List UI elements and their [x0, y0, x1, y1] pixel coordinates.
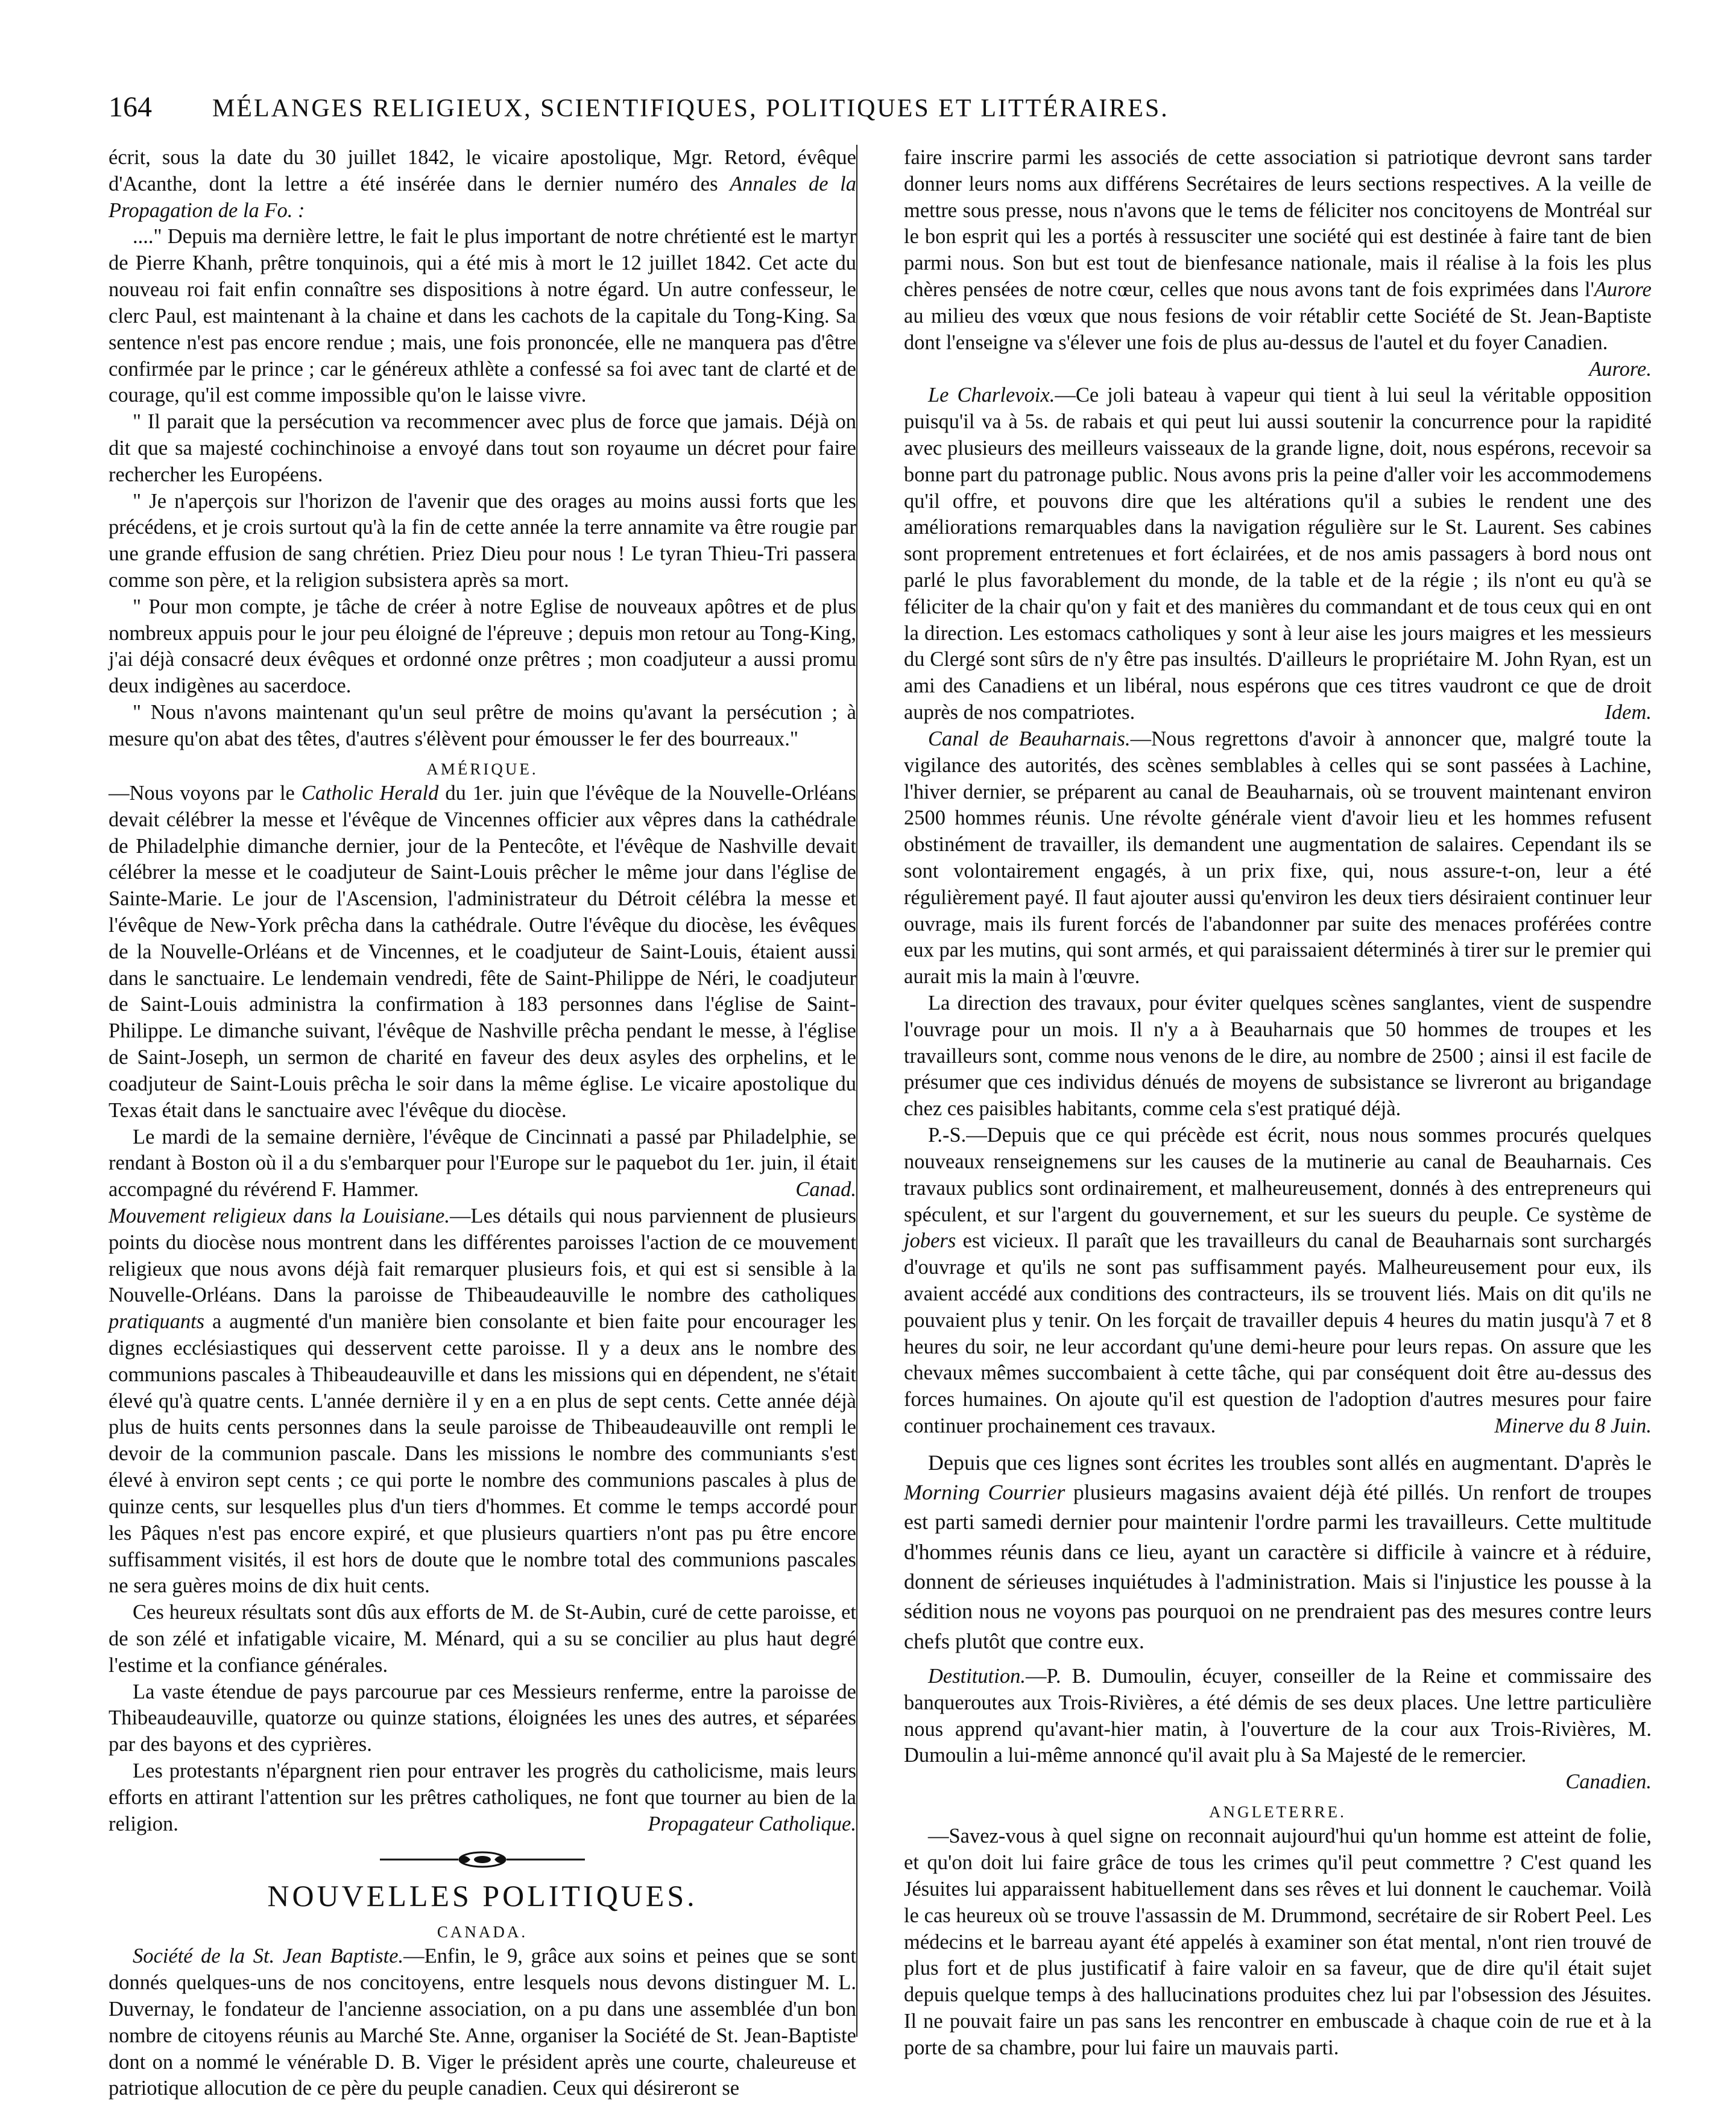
text: —Nous regrettons d'avoir à annoncer que, malgré toute la vigilance des autorités, des scènes semblables à celles qui se sont passées à Lachine, l'hiver dernier, se préparent au canal de Beauharnais, où se trouvent maintenant environ 2500 hommes réunis. Une révolte générale vient d'avoir lieu et les hommes refusent obstinément de travailler, ils demandent une augmentation de salaires. Cependant ils se sont volontairement engagés, à un prix fixe, qui, nous assure-t-on, leur a été régulièrement payé. Il faut ajouter aussi qu'environ les deux tiers désiraient continuer leur ouvrage, mais ils furent forcés de l'abandonner par suite des menaces proférées contre eux par les mutins, qui sont armés, et qui paraissaient déterminés à tirer sur le premier qui aurait mis la main à l'œuvre.	[904, 727, 1652, 989]
paragraph: La vaste étendue de pays parcourue par ces Messieurs renferme, entre la paroisse de Thibeaudeauville, quatorze ou quinze stations, éloignées les unes des autres, et séparées par des bayons et des cyprières.	[109, 1680, 856, 1756]
attribution: Canadien.	[1565, 1770, 1652, 1794]
italic-text: Morning Courrier	[904, 1480, 1065, 1505]
text: —Les détails qui nous parviennent de plusieurs points du diocèse nous montrent dans les différentes paroisses l'action de ce mouvement religieux que nous avons déjà fait remarquer plusieurs fois, et qui est si sensible à la Nouvelle-Orléans. Dans la paroisse de Thibeaudeauville le nombre des catholiques	[109, 1204, 856, 1307]
text: —Enfin, le 9, grâce aux soins et peines que se sont donnés quelques-uns de nos concitoyens, entre lesquels nous devons distinguer M. L. Duvernay, le fondateur de l'ancienne association, on a pu dans une assemblée d'un bon nombre de citoyens réunis au Marché Ste. Anne, organiser la Société de St. Jean-Baptiste dont on a nommé le vénérable D. B. Viger le président après une courte, chaleureuse et patriotique allocution de ce père du peuple canadien. Ceux qui désireront se	[109, 1945, 856, 2100]
attribution: Idem.	[1605, 701, 1652, 724]
text: Le mardi de la semaine dernière, l'évêque de Cincinnati a passé par Philadelphie, se rendant à Boston où il a du s'embarquer pour l'Europe sur le paquebot du 1er. juin, il était accompagné du révérend F. Hammer.	[109, 1125, 856, 1201]
right-column	[904, 145, 1652, 2059]
paragraph	[109, 780, 856, 1124]
paragraph	[109, 1758, 856, 1837]
text: —Ce joli bateau à vapeur qui tient à lui seul la véritable opposition puisqu'il va à 5s. de rabais et qui peut lui aussi soutenir la concurrence pour la rapidité avec plusieurs des meilleurs vaisseaux de la grande ligne, doit, nous espérons, recevoir sa bonne part du patronage public. Nous avons pris la peine d'aller voir les accommodemens qu'il offre, et pouvons dire que les altérations qu'il a subies le rendent une des améliorations remarquables dans la navigation régulière sur le St. Laurent. Ses cabines sont proprement entretenues et fort éclairées, et de nos amis passagers à bord nous ont parlé le plus favorablement du monde, de la table et de la régie ; ils n'ont eu qu'à se féliciter de la chair qu'on y fait et des manières du commandant et de tous ceux qui en ont la direction. Les estomacs catholiques y sont à leur aise les jours maigres et les messieurs du Clergé sont sûrs de n'y être pas insultés. D'ailleurs le propriétaire M. John Ryan, est un ami des Canadiens et un libéral, nous espérons que ces titres vaudront ce que de droit auprès de nos compatriotes.	[904, 384, 1652, 724]
text: du 1er. juin que l'évêque de la Nouvelle-Orléans devait célébrer la messe et l'évêque de Vincennes officier aux vêpres dans la cathédrale de Philadelphie dimanche dernier, jour de la Pentecôte, et l'évêque de Nashville devait célébrer la messe et le coadjuteur de Saint-Louis prêcher le même jour dans l'église de Sainte-Marie. Le jour de l'Ascension, l'administrateur du Détroit célébra la messe et l'évêque de New-York prêcha dans la cathédrale. Outre l'évêque du diocèse, les évêques de la Nouvelle-Orléans et de Vincennes, et le coadjuteur de Saint-Louis, étaient aussi dans le sanctuaire. Le lendemain vendredi, fête de Saint-Philippe de Néri, le coadjuteur de Saint-Louis administra la confirmation à 183 personnes dans l'église de Saint-Philippe. Le dimanche suivant, l'évêque de Nashville prêcha pendant le messe, à l'église de Saint-Joseph, un sermon de charité en faveur des deux asyles des orphelins, et le coadjuteur de Saint-Louis prêcha le soir dans la même église. Le vicaire apostolique du Texas était dans le sanctuaire avec l'évêque du diocèse.	[109, 781, 857, 1122]
paragraph	[904, 145, 1652, 382]
page-number: 164	[109, 91, 152, 123]
attribution: Aurore.	[1589, 357, 1652, 381]
attribution: Canad.	[795, 1178, 856, 1201]
italic-text: Destitution.	[928, 1665, 1026, 1688]
text: a augmenté d'un manière bien consolante et bien faite pour encourager les dignes ecclésiastiques qui desservent cette paroisse. Il y a deux ans le nombre des communions pascales à Thibeaudeauville et dans les missions qui en dépendent, ne s'était élevé qu'à quatre cents. L'année dernière il y en a en plus de sept cents. Cette année déjà plus de huits cents personnes dans la seule paroisse de Thibeaudeauville ont rempli le devoir de la communion pascale. Dans les missions le nombre des communiants s'est élevé à environ sept cents ; ce qui porte le nombre des communions pascales à plus de quinze cents, sur lesquelles plus d'un tiers d'hommes. Et comme le temps accordé pour les Pâques n'est pas encore expiré, et que plusieurs quartiers n'ont pas pu être encore suffisamment visités, il est hors de doute que le nombre total des communions pascales ne sera guères moins de dix huit cents.	[109, 1310, 857, 1598]
section-heading-angleterre: ANGLETERRE.	[1209, 1803, 1346, 1822]
paragraph	[904, 1448, 1652, 1656]
italic-text: pratiquants	[109, 1310, 205, 1334]
text: P.-S.—Depuis que ce qui précède est écrit, nous nous sommes procurés quelques nouveaux renseignemens sur les causes de la mutinerie au canal de Beauharnais. Ces travaux publics sont ordinairement, et malheureusement, donnés à des entrepreneurs qui spéculent, et sur l'argent du gouvernement, et sur les sueurs du peuple. Ce système de	[904, 1124, 1652, 1226]
paragraph: " Je n'aperçois sur l'horizon de l'avenir que des orages au moins aussi forts que les précédens, et je crois surtout qu'à la fin de cette année la terre annamite va être rougie par une grande effusion de sang chrétien. Priez Dieu pour nous ! Le tyran Thieu-Tri passera comme son père, et la religion subsistera après sa mort.	[109, 489, 856, 592]
italic-text: Annales de la Propagation de la Fo. :	[109, 172, 857, 222]
paragraph: " Nous n'avons maintenant qu'un seul prêtre de moins qu'avant la persécution ; à mesure qu'on abat des têtes, d'autres s'élèvent pour émousser le fer des bourreaux."	[109, 701, 856, 750]
paragraph	[904, 726, 1652, 990]
text: plusieurs magasins avaient déjà été pillés. Un renfort de troupes est parti samedi dernier pour maintenir l'ordre parmi les travailleurs. Cette multitude d'hommes réunis dans ce lieu, ayant un caractère si difficile à vaincre et à réduire, donnent de sérieuses inquiétudes à l'administration. Mais si l'injustice les pousse à la sédition nous ne voyons pas pourquoi on ne prendraient pas des mesures contre leurs chefs plutôt que contre eux.	[904, 1480, 1652, 1653]
italic-text: Canal de Beauharnais.	[928, 727, 1131, 750]
italic-text: Mouvement religieux dans la Louisiane.	[109, 1204, 450, 1227]
paragraph	[904, 1122, 1652, 1440]
italic-text: Le Charlevoix.	[928, 384, 1055, 407]
paragraph	[904, 382, 1652, 726]
paragraph	[109, 1943, 856, 2102]
text: Depuis que ces lignes sont écrites les troubles sont allés en augmentant. D'après le	[928, 1450, 1652, 1475]
paragraph: " Pour mon compte, je tâche de créer à notre Eglise de nouveaux apôtres et de plus nombreux appuis pour le jour peu éloigné de l'épreuve ; depuis mon retour au Tong-King, j'ai déjà consacré deux évêques et ordonné onze prêtres ; mon coadjuteur a aussi promu deux indigènes au sacerdoce.	[109, 595, 856, 698]
paragraph: ...." Depuis ma dernière lettre, le fait le plus important de notre chrétienté est le martyr de Pierre Khanh, prêtre tonquinois, qui a été mis à mort le 12 juillet 1842. Cet acte du nouveau roi fait enfin connaître ses dispositions à notre égard. Un autre confesseur, le clerc Paul, est maintenant à la chaine et dans les cachots de la capitale du Tong-King. Sa sentence n'est pas encore rendue ; mais, une fois prononcée, elle ne manquera pas d'être confirmée par le prince ; car le généreux athlète a confessé sa foi avec tant de clarté et de courage, qu'il est comme impossible qu'on le laisse vivre.	[109, 225, 856, 407]
paragraph	[109, 1203, 856, 1600]
attribution: Propagateur Catholique.	[648, 1812, 856, 1835]
paragraph	[109, 1124, 856, 1203]
paragraph: La direction des travaux, pour éviter quelques scènes sanglantes, vient de suspendre l'ouvrage pour un mois. Il n'y a à Beauharnais que 50 hommes de troupes et les travailleurs sont, comme nous venons de le dire, au nombre de 2500 ; ainsi il est facile de présumer que ces individus dénués de moyens de subsistance se livreront au brigandage chez ces paisibles habitants, comme cela s'est pratiqué déjà.	[904, 992, 1652, 1121]
ornament-icon	[374, 1849, 591, 1870]
section-heading-nouvelles-politiques: NOUVELLES POLITIQUES.	[267, 1879, 698, 1913]
text: —Nous voyons par le	[109, 781, 295, 805]
section-heading-canada: CANADA.	[437, 1922, 528, 1941]
italic-text: Catholic Herald	[301, 781, 439, 805]
attribution: Minerve du 8 Juin.	[1494, 1414, 1652, 1437]
paragraph: —Savez-vous à quel signe on reconnait aujourd'hui qu'un homme est atteint de folie, et qu'on doit lui faire grâce de tous les crimes qu'il peut commettre ? C'est quand les Jésuites lui apparaissent habituellement dans ses rêves et lui donnent le cauchemar. Voilà le cas heureux où se trouve l'assassin de M. Drummond, secrétaire de sir Robert Peel. Les médecins et le barreau ayant été appelés à examiner son état mental, n'ont rien trouvé de plus fort et de plus justificatif à faire valoir en sa faveur, que de dire qu'il était sujet depuis quelque temps à des hallucinations produites chez lui par l'obsession des Jésuites. Il ne pouvait faire un pas sans les rencontrer en embuscade à chaque coin de rue et à la porte de sa chambre, pour lui faire un mauvais parti.	[904, 1825, 1652, 2059]
section-heading-amerique: AMÉRIQUE.	[426, 759, 538, 778]
text-columns	[109, 145, 1652, 2100]
paragraph: Ces heureux résultats sont dûs aux efforts de M. de St-Aubin, curé de cette paroisse, et de son zélé et infatigable vicaire, M. Ménard, qui a su se concilier au plus haut degré l'estime et la confiance générales.	[109, 1601, 856, 1677]
text: —P. B. Dumoulin, écuyer, conseiller de la Reine et commissaire des banqueroutes aux Trois-Rivières, a été démis de ses deux places. Une lettre particulière nous apprend qu'avant-hier matin, à l'ouverture de la cour aux Trois-Rivières, M. Dumoulin a lui-même annoncé qu'il avait plu à Sa Majesté de le remercier.	[904, 1665, 1652, 1767]
text: au milieu des vœux que nous fesions de voir rétablir cette Société de St. Jean-Baptiste dont l'enseigne va s'élever une fois de plus au-dessus de l'autel et du foyer Canadien.	[904, 304, 1652, 354]
text: écrit, sous la date du 30 juillet 1842, le vicaire apostolique, Mgr. Retord, évêque d'Acanthe, dont la lettre a été insérée dans le dernier numéro des	[109, 146, 856, 195]
text: faire inscrire parmi les associés de cette association si patriotique devront sans tarder donner leurs noms aux différens Secrétaires de leurs sections respectives. A la veille de mettre sous presse, nous n'avons que le tems de féliciter nos concitoyens de Montréal sur le bon esprit qui les a portés à ressusciter une société qui est destinée à faire tant de bien parmi nous. Son but est tout de bienfesance nationale, mais il réalise à la fois les plus chères pensées de notre cœur, celles que nous avons tant de fois exprimées dans l'	[904, 146, 1652, 302]
ornamental-rule	[109, 1849, 856, 1870]
italic-text: jobers	[904, 1229, 956, 1253]
paragraph	[904, 1664, 1652, 1796]
italic-text: Aurore	[1594, 278, 1652, 302]
page-header	[109, 90, 1646, 139]
left-column	[109, 145, 857, 2100]
paragraph: " Il parait que la persécution va recommencer avec plus de force que jamais. Déjà on dit que sa majesté cochinchinoise a envoyé dans tout son royaume un décret pour faire rechercher les Européens.	[109, 410, 856, 486]
paragraph	[109, 145, 856, 224]
running-title: MÉLANGES RELIGIEUX, SCIENTIFIQUES, POLITIQUES ET LITTÉRAIRES.	[212, 95, 1169, 122]
text: est vicieux. Il paraît que les travailleurs du canal de Beauharnais sont surchargés d'ouvrage et qu'ils ne sont pas suffisamment payés. Malheureusement pour eux, ils avaient accédé aux conditions des contracteurs, ils se trouvent liés. Mais on dit qu'ils ne pouvaient plus y tenir. On les forçait de travailler depuis 4 heures du matin jusqu'à 7 et 8 heures du soir, ne leur accordant qu'une demi-heure pour leurs repas. On assure que les chevaux mêmes succombaient à cette tâche, qui par conséquent doit être au-dessus des forces humaines. On ajoute qu'il est question de l'adoption d'autres mesures pour faire continuer prochainement ces travaux.	[904, 1229, 1652, 1437]
text: Les protestants n'épargnent rien pour entraver les progrès du catholicisme, mais leurs efforts en attirant l'attention sur les prêtres catholiques, ne font que tourner au bien de la religion.	[109, 1759, 856, 1835]
italic-text: Société de la St. Jean Baptiste.	[133, 1945, 404, 1968]
